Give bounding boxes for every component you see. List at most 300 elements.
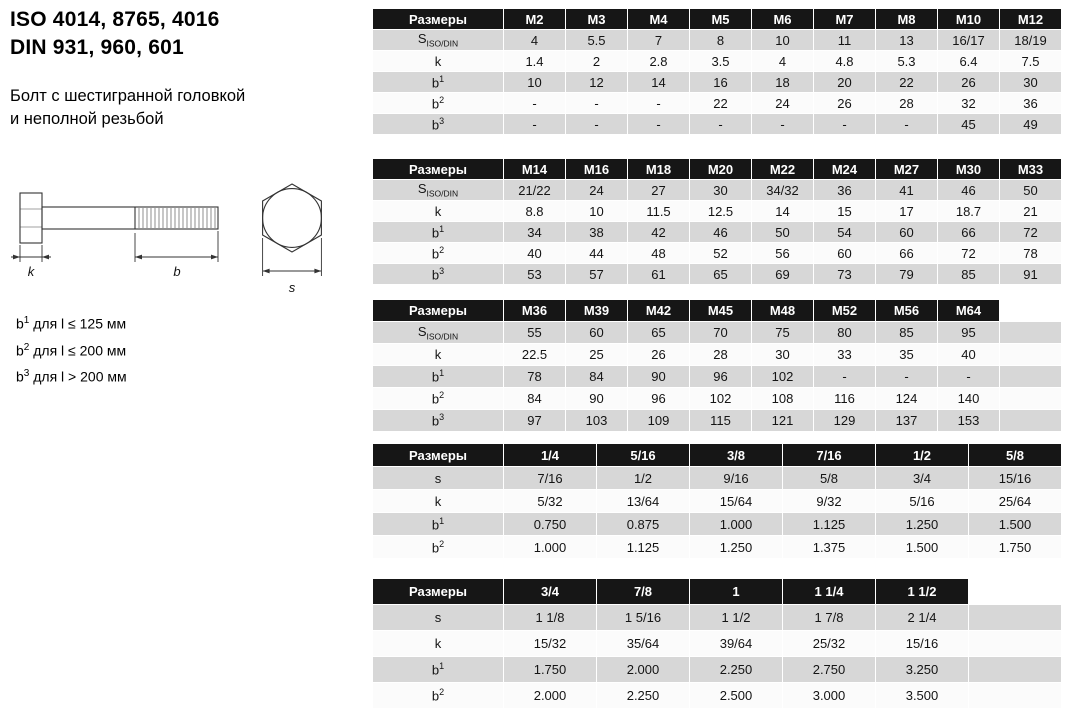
value-cell: 10 bbox=[566, 201, 627, 221]
value-cell: 41 bbox=[876, 180, 937, 200]
value-cell: 129 bbox=[814, 410, 875, 431]
value-cell: 115 bbox=[690, 410, 751, 431]
value-cell: 21 bbox=[1000, 201, 1061, 221]
value-cell: 1 5/16 bbox=[597, 605, 689, 630]
value-cell: 65 bbox=[628, 322, 689, 343]
value-cell: 69 bbox=[752, 264, 813, 284]
value-cell: - bbox=[814, 366, 875, 387]
value-cell: 7.5 bbox=[1000, 51, 1061, 71]
size-column-header: M2 bbox=[504, 9, 565, 29]
value-cell: 46 bbox=[938, 180, 999, 200]
value-cell: 53 bbox=[504, 264, 565, 284]
value-cell: 14 bbox=[628, 72, 689, 92]
size-column-header: 1/4 bbox=[504, 444, 596, 466]
sizes-header-cell: Размеры bbox=[373, 444, 503, 466]
table-row bbox=[373, 30, 1061, 50]
value-cell: 8 bbox=[690, 30, 751, 50]
size-column-header: 3/8 bbox=[690, 444, 782, 466]
footnote: $b^3$ для l > 200 мм bbox=[16, 368, 127, 385]
size-column-header: 7/16 bbox=[783, 444, 875, 466]
table-row bbox=[373, 388, 1061, 409]
value-cell: 61 bbox=[628, 264, 689, 284]
value-cell: 5/8 bbox=[783, 467, 875, 489]
size-column-header: M36 bbox=[504, 300, 565, 321]
size-column-header: M64 bbox=[938, 300, 999, 321]
table-row bbox=[373, 322, 1061, 343]
product-name bbox=[10, 85, 368, 131]
value-cell: 40 bbox=[938, 344, 999, 365]
table-row bbox=[373, 605, 1061, 630]
dimension-table-inch-3-4-to-1-1-2 bbox=[372, 578, 1062, 709]
value-cell: 12.5 bbox=[690, 201, 751, 221]
value-cell: - bbox=[628, 114, 689, 134]
footnotes bbox=[10, 315, 368, 385]
value-cell: - bbox=[566, 114, 627, 134]
bolt-side-view bbox=[20, 193, 218, 243]
value-cell: 5.5 bbox=[566, 30, 627, 50]
empty-cell bbox=[1000, 366, 1061, 387]
row-label: $b^3$ bbox=[373, 410, 503, 431]
metric-table-m2-m12 bbox=[372, 8, 1062, 135]
value-cell: 1.500 bbox=[969, 513, 1061, 535]
value-cell: 96 bbox=[628, 388, 689, 409]
value-cell: 1 7/8 bbox=[783, 605, 875, 630]
size-column-header: M42 bbox=[628, 300, 689, 321]
value-cell: 13/64 bbox=[597, 490, 689, 512]
value-cell: 66 bbox=[938, 222, 999, 242]
row-label: $S_{ISO/DIN}$ bbox=[373, 322, 503, 343]
value-cell: 78 bbox=[1000, 243, 1061, 263]
value-cell: 90 bbox=[628, 366, 689, 387]
table-row bbox=[373, 366, 1061, 387]
value-cell: 28 bbox=[876, 93, 937, 113]
empty-column-header bbox=[969, 579, 1061, 604]
size-column-header: M45 bbox=[690, 300, 751, 321]
table-row bbox=[373, 222, 1061, 242]
value-cell: 46 bbox=[690, 222, 751, 242]
value-cell: 18/19 bbox=[1000, 30, 1061, 50]
value-cell: 2.000 bbox=[504, 683, 596, 708]
value-cell: 16 bbox=[690, 72, 751, 92]
thread-hatching bbox=[139, 208, 215, 228]
value-cell: 3/4 bbox=[876, 467, 968, 489]
value-cell: 35 bbox=[876, 344, 937, 365]
value-cell: 102 bbox=[690, 388, 751, 409]
value-cell: 15/32 bbox=[504, 631, 596, 656]
size-column-header: M20 bbox=[690, 159, 751, 179]
row-label: $b^1$ bbox=[373, 222, 503, 242]
size-column-header: M5 bbox=[690, 9, 751, 29]
size-column-header: M30 bbox=[938, 159, 999, 179]
row-label: $b^1$ bbox=[373, 513, 503, 535]
value-cell: 32 bbox=[938, 93, 999, 113]
table-row bbox=[373, 51, 1061, 71]
value-cell: 3.250 bbox=[876, 657, 968, 682]
value-cell: 42 bbox=[628, 222, 689, 242]
value-cell: 27 bbox=[628, 180, 689, 200]
metric-table-m36-m64 bbox=[372, 299, 1062, 432]
value-cell: 7/16 bbox=[504, 467, 596, 489]
value-cell: 1.500 bbox=[876, 536, 968, 558]
value-cell: 22.5 bbox=[504, 344, 565, 365]
value-cell: 16/17 bbox=[938, 30, 999, 50]
value-cell: 9/16 bbox=[690, 467, 782, 489]
value-cell: 80 bbox=[814, 322, 875, 343]
value-cell: 26 bbox=[814, 93, 875, 113]
value-cell: 6.4 bbox=[938, 51, 999, 71]
value-cell: 5/16 bbox=[876, 490, 968, 512]
value-cell: 30 bbox=[752, 344, 813, 365]
value-cell: 5/32 bbox=[504, 490, 596, 512]
value-cell: 72 bbox=[938, 243, 999, 263]
dimension-s bbox=[263, 238, 322, 295]
row-label: s bbox=[373, 605, 503, 630]
value-cell: - bbox=[566, 93, 627, 113]
empty-cell bbox=[969, 683, 1061, 708]
row-label: k bbox=[373, 631, 503, 656]
value-cell: 50 bbox=[1000, 180, 1061, 200]
value-cell: 35/64 bbox=[597, 631, 689, 656]
value-cell: 1/2 bbox=[597, 467, 689, 489]
size-column-header: M12 bbox=[1000, 9, 1061, 29]
value-cell: 56 bbox=[752, 243, 813, 263]
value-cell: 44 bbox=[566, 243, 627, 263]
size-column-header: M48 bbox=[752, 300, 813, 321]
row-label: $b^2$ bbox=[373, 388, 503, 409]
dimension-k bbox=[11, 245, 51, 279]
value-cell: 72 bbox=[1000, 222, 1061, 242]
value-cell: 36 bbox=[814, 180, 875, 200]
value-cell: 13 bbox=[876, 30, 937, 50]
dim-label-b: b bbox=[173, 263, 181, 279]
value-cell: 54 bbox=[814, 222, 875, 242]
size-column-header: M22 bbox=[752, 159, 813, 179]
value-cell: 26 bbox=[628, 344, 689, 365]
iso-standards-line: ISO 4014, 8765, 4016 bbox=[10, 8, 220, 31]
value-cell: 10 bbox=[752, 30, 813, 50]
value-cell: 36 bbox=[1000, 93, 1061, 113]
din-standards-line: DIN 931, 960, 601 bbox=[10, 35, 184, 59]
value-cell: 97 bbox=[504, 410, 565, 431]
row-label: $b^1$ bbox=[373, 72, 503, 92]
value-cell: 0.875 bbox=[597, 513, 689, 535]
table-row bbox=[373, 657, 1061, 682]
value-cell: 15/16 bbox=[969, 467, 1061, 489]
row-label: $b^3$ bbox=[373, 264, 503, 284]
bolt-technical-drawing bbox=[10, 175, 362, 303]
metric-table-m14-m33 bbox=[372, 158, 1062, 285]
value-cell: 3.500 bbox=[876, 683, 968, 708]
empty-cell bbox=[969, 605, 1061, 630]
value-cell: 2.250 bbox=[597, 683, 689, 708]
size-column-header: M52 bbox=[814, 300, 875, 321]
dimension-table-inch-1-4-to-5-8 bbox=[372, 443, 1062, 559]
table-row bbox=[373, 410, 1061, 431]
value-cell: 26 bbox=[938, 72, 999, 92]
size-column-header: M10 bbox=[938, 9, 999, 29]
dim-label-s: s bbox=[288, 279, 296, 295]
size-column-header: M27 bbox=[876, 159, 937, 179]
value-cell: 18.7 bbox=[938, 201, 999, 221]
value-cell: 66 bbox=[876, 243, 937, 263]
size-column-header: M18 bbox=[628, 159, 689, 179]
value-cell: 24 bbox=[566, 180, 627, 200]
value-cell: 102 bbox=[752, 366, 813, 387]
row-label: $b^2$ bbox=[373, 683, 503, 708]
value-cell: 2.000 bbox=[597, 657, 689, 682]
inch-table-three-quarters-to-one-and-half bbox=[372, 578, 1062, 709]
value-cell: 60 bbox=[876, 222, 937, 242]
value-cell: 2 1/4 bbox=[876, 605, 968, 630]
value-cell: 153 bbox=[938, 410, 999, 431]
standards-title bbox=[10, 6, 368, 61]
value-cell: 40 bbox=[504, 243, 565, 263]
value-cell: 17 bbox=[876, 201, 937, 221]
value-cell: 25 bbox=[566, 344, 627, 365]
value-cell: 2.750 bbox=[783, 657, 875, 682]
value-cell: 85 bbox=[876, 322, 937, 343]
value-cell: 95 bbox=[938, 322, 999, 343]
table-row bbox=[373, 243, 1061, 263]
value-cell: 8.8 bbox=[504, 201, 565, 221]
value-cell: - bbox=[876, 114, 937, 134]
value-cell: 78 bbox=[504, 366, 565, 387]
value-cell: 15/16 bbox=[876, 631, 968, 656]
value-cell: 57 bbox=[566, 264, 627, 284]
value-cell: 30 bbox=[1000, 72, 1061, 92]
row-label: k bbox=[373, 51, 503, 71]
value-cell: 84 bbox=[566, 366, 627, 387]
table-row bbox=[373, 631, 1061, 656]
size-column-header: M7 bbox=[814, 9, 875, 29]
size-column-header: M6 bbox=[752, 9, 813, 29]
row-label: k bbox=[373, 490, 503, 512]
empty-cell bbox=[969, 631, 1061, 656]
value-cell: 2.500 bbox=[690, 683, 782, 708]
size-column-header: 1 1/2 bbox=[876, 579, 968, 604]
row-label: $b^2$ bbox=[373, 93, 503, 113]
value-cell: - bbox=[938, 366, 999, 387]
value-cell: 91 bbox=[1000, 264, 1061, 284]
value-cell: - bbox=[628, 93, 689, 113]
table-row bbox=[373, 114, 1061, 134]
table-row bbox=[373, 344, 1061, 365]
value-cell: 4 bbox=[752, 51, 813, 71]
value-cell: 28 bbox=[690, 344, 751, 365]
size-column-header: M33 bbox=[1000, 159, 1061, 179]
value-cell: 96 bbox=[690, 366, 751, 387]
table-header-row bbox=[373, 300, 1061, 321]
value-cell: 75 bbox=[752, 322, 813, 343]
value-cell: 2.250 bbox=[690, 657, 782, 682]
size-column-header: 3/4 bbox=[504, 579, 596, 604]
value-cell: 7 bbox=[628, 30, 689, 50]
value-cell: 60 bbox=[566, 322, 627, 343]
value-cell: - bbox=[876, 366, 937, 387]
hex-head-end-view bbox=[263, 184, 322, 252]
dimension-table-metric-m14-m33 bbox=[372, 158, 1062, 285]
value-cell: 30 bbox=[690, 180, 751, 200]
table-header-row bbox=[373, 159, 1061, 179]
table-row bbox=[373, 201, 1061, 221]
size-column-header: 5/16 bbox=[597, 444, 689, 466]
size-column-header: 1/2 bbox=[876, 444, 968, 466]
dim-label-k: k bbox=[27, 263, 35, 279]
value-cell: 25/32 bbox=[783, 631, 875, 656]
table-row bbox=[373, 180, 1061, 200]
row-label: $S_{ISO/DIN}$ bbox=[373, 180, 503, 200]
value-cell: - bbox=[504, 114, 565, 134]
value-cell: 49 bbox=[1000, 114, 1061, 134]
size-column-header: 1 1/4 bbox=[783, 579, 875, 604]
value-cell: 73 bbox=[814, 264, 875, 284]
empty-column-header bbox=[1000, 300, 1061, 321]
empty-cell bbox=[1000, 388, 1061, 409]
table-header-row bbox=[373, 579, 1061, 604]
dimension-table-metric-m36-m64 bbox=[372, 299, 1062, 432]
product-name-line-1: Болт с шестигранной головкой bbox=[10, 87, 246, 106]
value-cell: 1.125 bbox=[597, 536, 689, 558]
table-row bbox=[373, 93, 1061, 113]
value-cell: 22 bbox=[876, 72, 937, 92]
value-cell: 109 bbox=[628, 410, 689, 431]
value-cell: 4.8 bbox=[814, 51, 875, 71]
size-column-header: M4 bbox=[628, 9, 689, 29]
value-cell: 3.000 bbox=[783, 683, 875, 708]
value-cell: 85 bbox=[938, 264, 999, 284]
value-cell: 2 bbox=[566, 51, 627, 71]
footnote: $b^2$ для l ≤ 200 мм bbox=[16, 341, 127, 359]
table-row bbox=[373, 683, 1061, 708]
value-cell: 33 bbox=[814, 344, 875, 365]
value-cell: 65 bbox=[690, 264, 751, 284]
value-cell: 50 bbox=[752, 222, 813, 242]
value-cell: 70 bbox=[690, 322, 751, 343]
row-label: $b^3$ bbox=[373, 114, 503, 134]
value-cell: 2.8 bbox=[628, 51, 689, 71]
table-row bbox=[373, 536, 1061, 558]
product-name-line-2: и неполной резьбой bbox=[10, 110, 164, 129]
value-cell: 38 bbox=[566, 222, 627, 242]
value-cell: 3.5 bbox=[690, 51, 751, 71]
value-cell: 1.125 bbox=[783, 513, 875, 535]
value-cell: 34 bbox=[504, 222, 565, 242]
value-cell: 52 bbox=[690, 243, 751, 263]
value-cell: 10 bbox=[504, 72, 565, 92]
value-cell: 1.250 bbox=[876, 513, 968, 535]
value-cell: 84 bbox=[504, 388, 565, 409]
row-label: $S_{ISO/DIN}$ bbox=[373, 30, 503, 50]
value-cell: 34/32 bbox=[752, 180, 813, 200]
table-header-row bbox=[373, 9, 1061, 29]
value-cell: 1.000 bbox=[690, 513, 782, 535]
size-column-header: M56 bbox=[876, 300, 937, 321]
value-cell: 24 bbox=[752, 93, 813, 113]
value-cell: 124 bbox=[876, 388, 937, 409]
value-cell: 116 bbox=[814, 388, 875, 409]
value-cell: 4 bbox=[504, 30, 565, 50]
value-cell: 20 bbox=[814, 72, 875, 92]
value-cell: 1 1/8 bbox=[504, 605, 596, 630]
value-cell: 1.000 bbox=[504, 536, 596, 558]
value-cell: 140 bbox=[938, 388, 999, 409]
row-label: $b^2$ bbox=[373, 536, 503, 558]
value-cell: 1.250 bbox=[690, 536, 782, 558]
row-label: s bbox=[373, 467, 503, 489]
value-cell: 1 1/2 bbox=[690, 605, 782, 630]
value-cell: 1.4 bbox=[504, 51, 565, 71]
sizes-header-cell: Размеры bbox=[373, 579, 503, 604]
value-cell: - bbox=[752, 114, 813, 134]
value-cell: 1.375 bbox=[783, 536, 875, 558]
table-row bbox=[373, 490, 1061, 512]
value-cell: 90 bbox=[566, 388, 627, 409]
value-cell: 60 bbox=[814, 243, 875, 263]
size-column-header: 7/8 bbox=[597, 579, 689, 604]
size-column-header: M39 bbox=[566, 300, 627, 321]
value-cell: 11.5 bbox=[628, 201, 689, 221]
info-panel bbox=[10, 6, 368, 395]
inch-table-quarter-to-five-eighths bbox=[372, 443, 1062, 559]
row-label: $b^1$ bbox=[373, 657, 503, 682]
value-cell: 103 bbox=[566, 410, 627, 431]
empty-cell bbox=[1000, 322, 1061, 343]
value-cell: 48 bbox=[628, 243, 689, 263]
size-column-header: M8 bbox=[876, 9, 937, 29]
value-cell: 15/64 bbox=[690, 490, 782, 512]
size-column-header: M3 bbox=[566, 9, 627, 29]
value-cell: - bbox=[814, 114, 875, 134]
dimension-table-metric-m2-m12 bbox=[372, 8, 1062, 135]
table-row bbox=[373, 467, 1061, 489]
size-column-header: 5/8 bbox=[969, 444, 1061, 466]
value-cell: 18 bbox=[752, 72, 813, 92]
empty-cell bbox=[969, 657, 1061, 682]
empty-cell bbox=[1000, 410, 1061, 431]
table-row bbox=[373, 72, 1061, 92]
value-cell: 9/32 bbox=[783, 490, 875, 512]
value-cell: 14 bbox=[752, 201, 813, 221]
table-row bbox=[373, 513, 1061, 535]
table-row bbox=[373, 264, 1061, 284]
footnote: $b^1$ для l ≤ 125 мм bbox=[16, 314, 127, 332]
value-cell: 0.750 bbox=[504, 513, 596, 535]
row-label: k bbox=[373, 344, 503, 365]
value-cell: - bbox=[690, 114, 751, 134]
value-cell: 25/64 bbox=[969, 490, 1061, 512]
value-cell: 21/22 bbox=[504, 180, 565, 200]
value-cell: 1.750 bbox=[504, 657, 596, 682]
sizes-header-cell: Размеры bbox=[373, 159, 503, 179]
row-label: $b^1$ bbox=[373, 366, 503, 387]
value-cell: 22 bbox=[690, 93, 751, 113]
value-cell: 79 bbox=[876, 264, 937, 284]
size-column-header: M14 bbox=[504, 159, 565, 179]
value-cell: 15 bbox=[814, 201, 875, 221]
value-cell: - bbox=[504, 93, 565, 113]
value-cell: 12 bbox=[566, 72, 627, 92]
value-cell: 11 bbox=[814, 30, 875, 50]
row-label: k bbox=[373, 201, 503, 221]
size-column-header: M24 bbox=[814, 159, 875, 179]
value-cell: 45 bbox=[938, 114, 999, 134]
sizes-header-cell: Размеры bbox=[373, 9, 503, 29]
value-cell: 39/64 bbox=[690, 631, 782, 656]
value-cell: 5.3 bbox=[876, 51, 937, 71]
table-header-row bbox=[373, 444, 1061, 466]
row-label: $b^2$ bbox=[373, 243, 503, 263]
value-cell: 1.750 bbox=[969, 536, 1061, 558]
